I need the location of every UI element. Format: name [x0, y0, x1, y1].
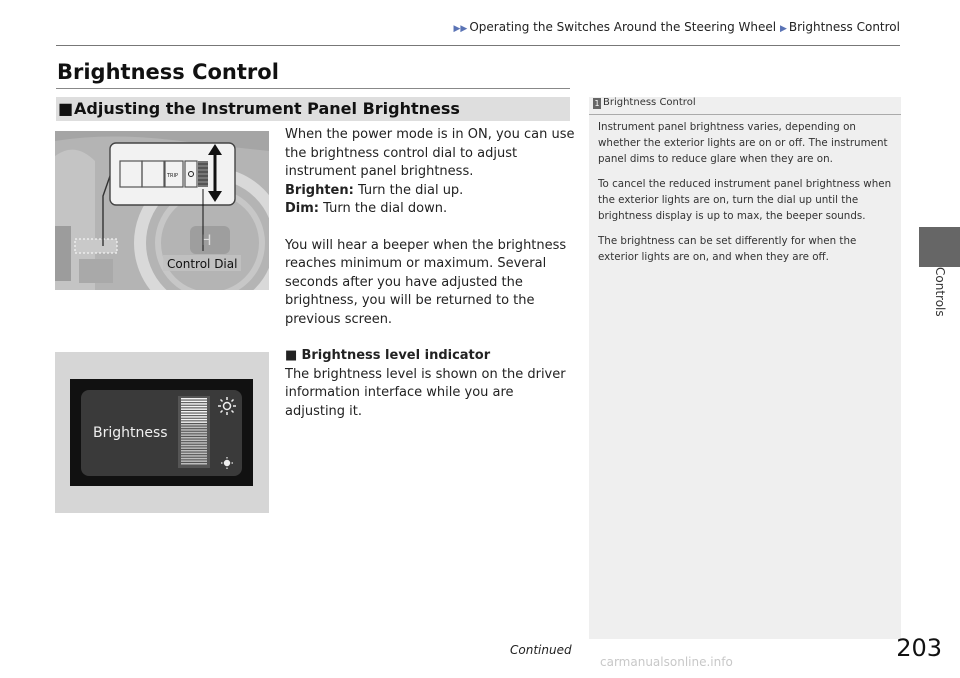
- dim-text: Turn the dial down.: [319, 201, 448, 216]
- brightness-bar: [181, 414, 207, 416]
- arrow-icon: ▶: [779, 24, 787, 34]
- note-paragraph: To cancel the reduced instrument panel brightness when the exterior lights are on, turn the dial up until the brightness display is up to max, the beeper sounds.: [598, 178, 892, 222]
- brightness-bar: [181, 401, 207, 403]
- brightness-bar: [181, 440, 207, 442]
- brightness-bar: [181, 421, 207, 423]
- brightness-bar: [181, 460, 207, 462]
- main-text: [285, 126, 575, 421]
- brightness-bar: [181, 434, 207, 436]
- square-bullet-icon: ■: [58, 99, 74, 118]
- chapter-tab-label: Controls: [933, 267, 947, 317]
- sub-heading: [285, 347, 575, 366]
- dim-line: [285, 200, 575, 219]
- breadcrumb: [300, 20, 900, 34]
- control-dial-figure: [55, 131, 269, 290]
- brightness-bar: [181, 447, 207, 449]
- brightness-bar: [181, 437, 207, 439]
- brightness-bar: [181, 463, 207, 465]
- sub-heading-text: Brightness level indicator: [301, 348, 491, 363]
- brightness-bar: [181, 427, 207, 429]
- brightness-bar: [181, 398, 207, 400]
- brightness-bar: [181, 453, 207, 455]
- brightness-bar: [181, 403, 207, 405]
- sidebar-note-heading: [589, 97, 901, 114]
- brightness-bar: [181, 419, 207, 421]
- brightness-bar: [181, 411, 207, 413]
- svg-text:H: H: [201, 233, 212, 249]
- brightness-bar: [181, 455, 207, 457]
- brightness-bar: [181, 429, 207, 431]
- square-bullet-icon: ■: [285, 348, 298, 363]
- section-title: Adjusting the Instrument Panel Brightness: [74, 99, 460, 118]
- sub-paragraph: The brightness level is shown on the driver information interface while you are adjusting it.: [285, 366, 566, 419]
- control-dial-callout: Control Dial: [167, 257, 238, 271]
- breadcrumb-item[interactable]: Operating the Switches Around the Steering Wheel: [469, 20, 777, 34]
- chapter-tab-label-box: [919, 267, 960, 327]
- note-paragraph: Instrument panel brightness varies, depending on whether the exterior lights are on or off. The instrument panel dims to reduce glare when they are on.: [598, 121, 888, 165]
- sidebar-divider: [589, 114, 901, 115]
- section-heading: [56, 97, 570, 121]
- page-number: 203: [896, 634, 942, 662]
- note-title: Brightness Control: [603, 97, 696, 108]
- brightness-bar: [181, 450, 207, 452]
- title-divider: [56, 88, 570, 89]
- watermark: carmanualsonline.info: [600, 655, 733, 669]
- brightness-bar: [181, 458, 207, 460]
- chapter-tab[interactable]: [919, 227, 960, 267]
- brightness-bar: [181, 442, 207, 444]
- brightness-display-label: Brightness: [93, 425, 168, 441]
- header-divider: [56, 45, 900, 46]
- dim-label: Dim:: [285, 201, 319, 216]
- brightness-bar: [181, 406, 207, 408]
- page-title: Brightness Control: [57, 60, 279, 84]
- brightness-bar: [181, 432, 207, 434]
- brightness-bar: [181, 408, 207, 410]
- brighten-label: Brighten:: [285, 182, 354, 198]
- arrow-icon: ▶▶: [453, 24, 468, 34]
- trip-button-label: TRIP: [167, 173, 179, 179]
- brightness-indicator-figure: [55, 352, 269, 513]
- brighten-line: [285, 182, 575, 201]
- brightness-bar: [181, 424, 207, 426]
- note-number-badge: 1: [594, 99, 600, 108]
- breadcrumb-item[interactable]: Brightness Control: [788, 20, 900, 34]
- continued-label: Continued: [510, 643, 572, 657]
- note-paragraph: The brightness can be set differently for when the exterior lights are on, and when they are off.: [598, 235, 857, 263]
- brightness-bar: [181, 416, 207, 418]
- beeper-paragraph: You will hear a beeper when the brightness reaches minimum or maximum. Several seconds after you have adjusted the brightness, you will be returned to the previous screen.: [285, 237, 567, 327]
- sidebar-note-text: [598, 119, 893, 274]
- intro-paragraph: When the power mode is in ON, you can use the brightness control dial to adjust instrument panel brightness.: [285, 127, 575, 179]
- brightness-bar: [181, 445, 207, 447]
- brighten-text: Turn the dial up.: [353, 182, 464, 198]
